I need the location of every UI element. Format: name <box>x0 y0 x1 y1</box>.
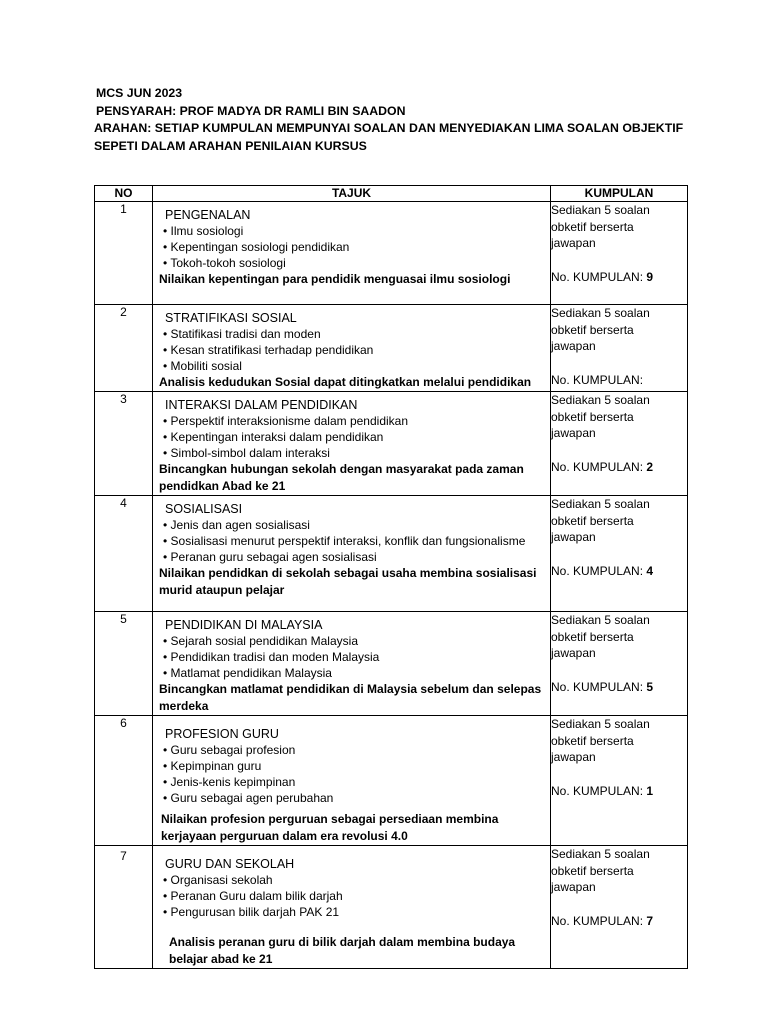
table-row <box>95 846 688 969</box>
task-instruction: Nilaikan pendidkan di sekolah sebagai usaha membina sosialisasi murid ataupun pelajar <box>159 566 537 597</box>
kumpulan-instruction: jawapan <box>551 750 596 764</box>
subtopic-item: • Pendidikan tradisi dan moden Malaysia <box>163 650 380 664</box>
kumpulan-instruction: Sediakan 5 soalan <box>551 497 650 511</box>
bullet-icon: • <box>163 240 171 254</box>
row-number: 5 <box>95 612 153 716</box>
group-number: No. KUMPULAN: 2 <box>551 459 654 474</box>
kumpulan-instruction: Sediakan 5 soalan <box>551 717 650 731</box>
subtopic-list <box>159 223 544 271</box>
bullet-icon: • <box>163 327 171 341</box>
row-number: 2 <box>95 305 153 392</box>
column-header-tajuk: TAJUK <box>153 186 551 202</box>
kumpulan-instruction: Sediakan 5 soalan <box>551 203 650 217</box>
kumpulan-instruction: obketif berserta <box>551 219 634 234</box>
bullet-icon: • <box>163 759 171 773</box>
row-number: 7 <box>95 846 153 969</box>
kumpulan-instruction: jawapan <box>551 426 596 440</box>
group-number: No. KUMPULAN: 1 <box>551 783 654 798</box>
kumpulan-cell <box>551 305 688 392</box>
subtopic-list <box>159 742 544 806</box>
kumpulan-cell <box>551 846 688 969</box>
subtopic-item: • Mobiliti sosial <box>163 359 242 373</box>
tajuk-cell <box>153 496 551 612</box>
subtopic-item: • Organisasi sekolah <box>163 873 273 887</box>
table-row <box>95 202 688 305</box>
group-number: No. KUMPULAN: 4 <box>551 563 654 578</box>
subtopic-item: • Kepentingan interaksi dalam pendidikan <box>163 430 384 444</box>
task-instruction: Bincangkan matlamat pendidikan di Malaysia sebelum dan selepas merdeka <box>159 682 542 713</box>
subtopic-item: • Kesan stratifikasi terhadap pendidikan <box>163 343 374 357</box>
topic-title: STRATIFIKASI SOSIAL <box>165 311 297 325</box>
table-row <box>95 305 688 392</box>
bullet-icon: • <box>163 889 171 903</box>
subtopic-list <box>159 413 544 461</box>
subtopic-item: • Guru sebagai profesion <box>163 743 296 757</box>
topic-title: PROFESION GURU <box>165 727 279 741</box>
bullet-icon: • <box>163 518 171 532</box>
kumpulan-cell <box>551 496 688 612</box>
kumpulan-instruction: jawapan <box>551 339 596 353</box>
subtopic-item: • Jenis-kenis kepimpinan <box>163 775 296 789</box>
topic-title: SOSIALISASI <box>165 502 243 516</box>
column-header-kumpulan: KUMPULAN <box>551 186 688 202</box>
group-number: No. KUMPULAN: 9 <box>551 269 654 284</box>
subtopic-item: • Pengurusan bilik darjah PAK 21 <box>163 905 340 919</box>
tajuk-cell <box>153 612 551 716</box>
table-body <box>95 202 688 969</box>
kumpulan-instruction: jawapan <box>551 236 596 250</box>
tajuk-cell <box>153 305 551 392</box>
kumpulan-cell <box>551 716 688 846</box>
table-row <box>95 716 688 846</box>
subtopic-list <box>159 872 544 920</box>
bullet-icon: • <box>163 414 171 428</box>
row-number: 3 <box>95 392 153 496</box>
topic-title: GURU DAN SEKOLAH <box>165 857 295 871</box>
subtopic-item: • Peranan guru sebagai agen sosialisasi <box>163 550 377 564</box>
table-row <box>95 612 688 716</box>
bullet-icon: • <box>163 256 171 270</box>
subtopic-list <box>159 633 544 681</box>
kumpulan-instruction: jawapan <box>551 646 596 660</box>
subtopic-item: • Sejarah sosial pendidikan Malaysia <box>163 634 358 648</box>
tajuk-cell <box>153 392 551 496</box>
task-instruction: Analisis peranan guru di bilik darjah dalam membina budaya belajar abad ke 21 <box>169 935 516 966</box>
kumpulan-instruction: obketif berserta <box>551 733 634 748</box>
assignment-table <box>94 185 688 969</box>
kumpulan-instruction: obketif berserta <box>551 629 634 644</box>
kumpulan-instruction: Sediakan 5 soalan <box>551 306 650 320</box>
task-instruction: Bincangkan hubungan sekolah dengan masyarakat pada zaman pendidkan Abad ke 21 <box>159 462 524 493</box>
topic-title: PENDIDIKAN DI MALAYSIA <box>165 618 323 632</box>
kumpulan-instruction: jawapan <box>551 880 596 894</box>
kumpulan-instruction: jawapan <box>551 530 596 544</box>
group-number: No. KUMPULAN: 5 <box>551 679 654 694</box>
table-row <box>95 496 688 612</box>
kumpulan-instruction: Sediakan 5 soalan <box>551 613 650 627</box>
bullet-icon: • <box>163 343 171 357</box>
header-lecturer: PENSYARAH: PROF MADYA DR RAMLI BIN SAADON <box>96 103 406 118</box>
kumpulan-cell <box>551 392 688 496</box>
task-instruction: Nilaikan kepentingan para pendidik menguasai ilmu sosiologi <box>159 272 511 286</box>
task-instruction: Nilaikan profesion perguruan sebagai persediaan membina kerjayaan perguruan dalam era revolusi 4.0 <box>161 812 499 843</box>
bullet-icon: • <box>163 650 171 664</box>
kumpulan-cell <box>551 612 688 716</box>
bullet-icon: • <box>163 905 171 919</box>
subtopic-item: • Statifikasi tradisi dan moden <box>163 327 321 341</box>
topic-title: PENGENALAN <box>165 208 251 222</box>
subtopic-item: • Guru sebagai agen perubahan <box>163 791 334 805</box>
kumpulan-instruction: obketif berserta <box>551 863 634 878</box>
kumpulan-instruction: obketif berserta <box>551 513 634 528</box>
row-number: 1 <box>95 202 153 305</box>
header-instruction-cont: SEPETI DALAM ARAHAN PENILAIAN KURSUS <box>94 138 367 153</box>
tajuk-cell <box>153 846 551 969</box>
group-number: No. KUMPULAN: 7 <box>551 913 654 928</box>
column-header-no: NO <box>95 186 153 202</box>
subtopic-list <box>159 326 544 374</box>
subtopic-item: • Simbol-simbol dalam interaksi <box>163 446 330 460</box>
bullet-icon: • <box>163 430 171 444</box>
row-number: 6 <box>95 716 153 846</box>
kumpulan-instruction: Sediakan 5 soalan <box>551 393 650 407</box>
subtopic-item: • Sosialisasi menurut perspektif interaksi, konflik dan fungsionalisme <box>163 534 526 548</box>
bullet-icon: • <box>163 666 171 680</box>
bullet-icon: • <box>163 873 171 887</box>
task-instruction: Analisis kedudukan Sosial dapat ditingkatkan melalui pendidikan <box>159 375 532 389</box>
subtopic-item: • Peranan Guru dalam bilik darjah <box>163 889 343 903</box>
header-session: MCS JUN 2023 <box>96 86 183 100</box>
bullet-icon: • <box>163 743 171 757</box>
header-instruction: ARAHAN: SETIAP KUMPULAN MEMPUNYAI SOALAN DAN MENYEDIAKAN LIMA SOALAN OBJEKTIF <box>94 121 684 135</box>
subtopic-item: • Jenis dan agen sosialisasi <box>163 518 310 532</box>
bullet-icon: • <box>163 534 171 548</box>
tajuk-cell <box>153 202 551 305</box>
bullet-icon: • <box>163 359 171 373</box>
bullet-icon: • <box>163 775 171 789</box>
tajuk-cell <box>153 716 551 846</box>
kumpulan-instruction: obketif berserta <box>551 322 634 337</box>
bullet-icon: • <box>163 634 171 648</box>
group-number: No. KUMPULAN: <box>551 372 644 387</box>
bullet-icon: • <box>163 446 171 460</box>
subtopic-item: • Matlamat pendidikan Malaysia <box>163 666 332 680</box>
bullet-icon: • <box>163 550 171 564</box>
subtopic-item: • Perspektif interaksionisme dalam pendidikan <box>163 414 409 428</box>
subtopic-item: • Kepentingan sosiologi pendidikan <box>163 240 350 254</box>
row-number: 4 <box>95 496 153 612</box>
subtopic-item: • Kepimpinan guru <box>163 759 262 773</box>
document-header <box>94 85 714 155</box>
bullet-icon: • <box>163 791 171 805</box>
kumpulan-instruction: Sediakan 5 soalan <box>551 847 650 861</box>
subtopic-list <box>159 517 544 565</box>
topic-title: INTERAKSI DALAM PENDIDIKAN <box>165 398 358 412</box>
bullet-icon: • <box>163 224 171 238</box>
subtopic-item: • Tokoh-tokoh sosiologi <box>163 256 286 270</box>
table-header-row <box>95 186 688 202</box>
table-row <box>95 392 688 496</box>
subtopic-item: • Ilmu sosiologi <box>163 224 244 238</box>
kumpulan-cell <box>551 202 688 305</box>
kumpulan-instruction: obketif berserta <box>551 409 634 424</box>
